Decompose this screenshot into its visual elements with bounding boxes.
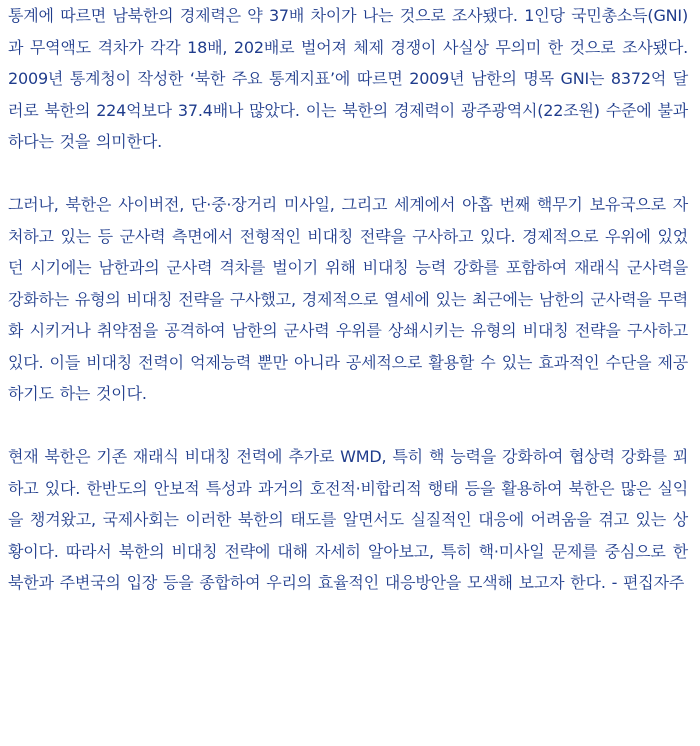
paragraph-gni-comparison: 통계에 따르면 남북한의 경제력은 약 37배 차이가 나는 것으로 조사됐다. 1인당 국민총소득(GNI)과 무역액도 격차가 각각 18배, 202배로 벌어져 체제 경쟁이 사실상 무의미 한 것으로 조사됐다. 2009년 통계청이 작성한 ‘북한 주요 통계지표’에 따르면 2009년 남한의 명목 GNI는 8372억 달러로 북한의 224억보다 37.4배나 많았다. 이는 북한의 경제력이 광주광역시(22조원) 수준에 불과하다는 것을 의미한다. [8, 6, 688, 151]
article-body [8, 0, 688, 599]
paragraph-response-plan: 현재 북한은 기존 재래식 비대칭 전력에 추가로 WMD, 특히 핵 능력을 강화하여 협상력 강화를 꾀하고 있다. 한반도의 안보적 특성과 과거의 호전적·비합리적 행태 등을 활용하여 북한은 많은 실익을 챙겨왔고, 국제사회는 이러한 북한의 태도를 알면서도 실질적인 대응에 어려움을 겪고 있는 상황이다. 따라서 북한의 비대칭 전략에 대해 자세히 알아보고, 특히 핵·미사일 문제를 중심으로 한 북한과 주변국의 입장 등을 종합하여 우리의 효율적인 대응방안을 모색해 보고자 한다. - 편집자주 [8, 447, 688, 592]
paragraph-asymmetric-strategy: 그러나, 북한은 사이버전, 단·중·장거리 미사일, 그리고 세계에서 아홉 번째 핵무기 보유국으로 자처하고 있는 등 군사력 측면에서 전형적인 비대칭 전략을 구사하고 있다. 경제적으로 우위에 있었던 시기에는 남한과의 군사력 격차를 벌이기 위해 비대칭 능력 강화를 포함하여 재래식 군사력을 강화하는 유형의 비대칭 전략을 구사했고, 경제적으로 열세에 있는 최근에는 남한의 군사력을 무력화 시키거나 취약점을 공격하여 남한의 군사력 우위를 상쇄시키는 유형의 비대칭 전략을 구사하고 있다. 이들 비대칭 전력이 억제능력 뿐만 아니라 공세적으로 활용할 수 있는 효과적인 수단을 제공하기도 하는 것이다. [8, 195, 688, 403]
